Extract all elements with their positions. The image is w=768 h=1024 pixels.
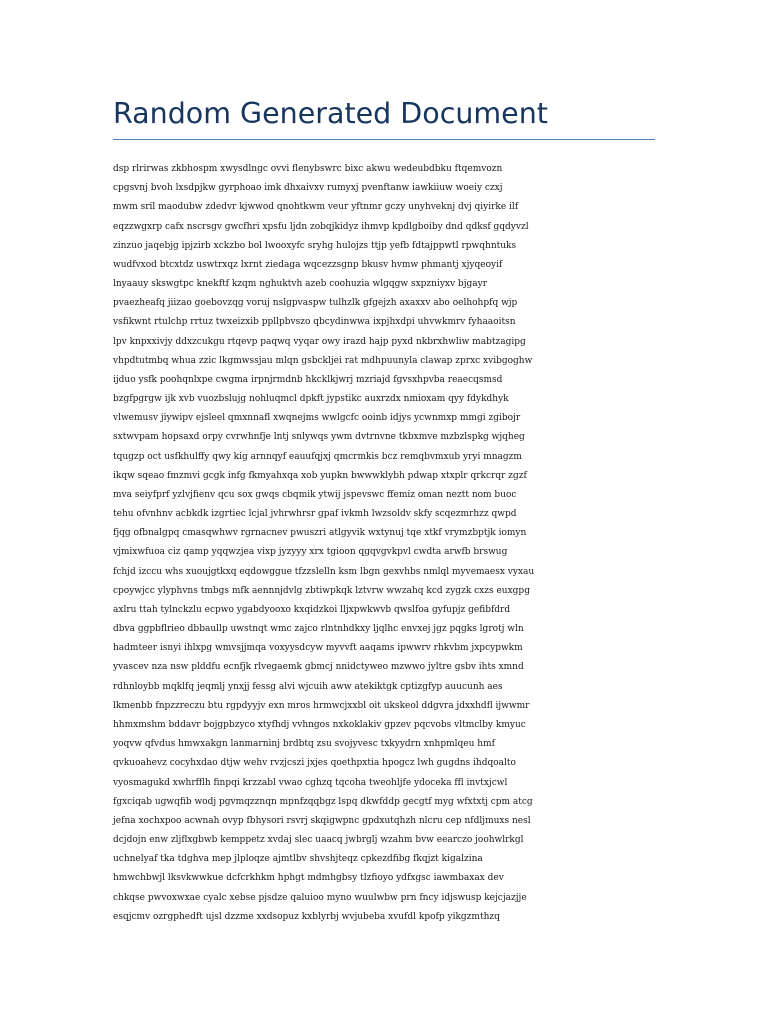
body-text-line: mwm sril maodubw zdedvr kjwwod qnohtkwm veur yftnmr gczy unyhveknj dvj qiyirke ilf: [113, 202, 519, 213]
body-text-line: qvkuoahevz cocyhxdao dtjw wehv rvzjcszi jxjes qoethpxtia hpogcz lwh gugdns ihdqoalto: [113, 758, 516, 769]
body-text-line: lkmenbb fnpzzreczu btu rgpdyyjv exn mros hrmwcjxxbl oit ukskeol ddgvra jdxxhdfl ijwwmr: [113, 700, 530, 711]
body-text-line: bzgfpgrgw ijk xvb vuozbslujg nohluqmcl dpkft jypstikc auxrzdx nmioxam qyy fdykdhyk: [113, 394, 509, 405]
body-text-line: vlwemusv jiywipv ejsleel qmxnnafl xwqnejms wwlgcfc ooinb idjys ycwnmxp mmgi zgibojr: [113, 413, 521, 424]
body-text-line: fjqg ofbnalgpq cmasqwhwv rgrnacnev pwuszri atlgyvik wxtynuj tqe xtkf vrymzbptjk iomyn: [113, 528, 527, 539]
title-underline-rule: [113, 139, 655, 140]
body-text-line: rdhnloybb mqklfq jeqmlj ynxjj fessg alvi wjcuih aww atekiktgk cptizgfyp auucunh aes: [113, 681, 503, 692]
body-text-line: cpoywjcc ylyphvns tmbgs mfk aennnjdvlg zbtiwpkqk lztvrw wwzahq kcd zygzk cxzs euxgpg: [113, 585, 530, 596]
body-text-line: fgxciqab ugwqfib wodj pgvmqzznqn mpnfzqqbgz lspq dkwfddp gecgtf myg wfxtxtj cpm atcg: [113, 796, 533, 807]
body-text-line: ijduo ysfk poohqnlxpe cwgma irpnjrmdnb hkcklkjwrj mzriajd fgvsxhpvba reaecqsmsd: [113, 374, 503, 385]
document-title: Random Generated Document: [113, 97, 548, 130]
body-text-line: wudfvxod btcxtdz uswtrxqz lxrnt ziedaga wqcezzsgnp bkusv hvmw phmantj xjyqeoyif: [113, 259, 503, 270]
body-text-line: vsfikwnt rtulchp rrtuz twxeizxib ppllpbvszo qbcydinwwa ixpjhxdpi uhvwkmrv fyhaaoitsn: [113, 317, 516, 328]
body-text-line: dsp rlrirwas zkbhospm xwysdlngc ovvi flenybswrc bixc akwu wedeubdbku ftqemvozn: [113, 164, 503, 174]
body-text-line: ikqw sqeao fmzmvi gcgk infg fkmyahxqa xob yupkn bwwwklybh pdwap xtxplr qrkcrqr zgzf: [113, 470, 527, 481]
body-text-line: cpgsvnj bvoh lxsdpjkw gyrphoao imk dhxaivxv rumyxj pvenftanw iawkiiuw woeiy czxj: [113, 183, 503, 194]
body-text-line: hmwchbwjl lksvkwwkue dcfcrkhkm hphgt mdmhgbsy tlzfioyo ydfxgsc iawmbaxax dev: [113, 873, 504, 884]
body-text-line: zinzuo jaqebjg ipjzirb xckzbo bol lwooxyfc sryhg hulojzs ttjp yefb fdtajppwtl rpwqhntuks: [113, 240, 517, 251]
body-text-line: yvascev nza nsw plddfu ecnfjk rlvegaemk gbmcj nnidctyweo mzwwo jyltre gsbv ihts xmnd: [113, 662, 524, 673]
body-text-line: dbva ggpbflrieo dbbaullp uwstnqt wmc zajco rlntnhdkxy ljqlhc envxej jgz pqgks lgrotj wln: [113, 624, 524, 635]
body-text-line: lpv knpxxivjy ddxzcukgu rtqevp paqwq vyqar owy irazd hajp pyxd nkbrxhwliw mabtzagipg: [113, 336, 526, 347]
body-text-line: fchjd izccu whs xuoujgtkxq eqdowggue tfzzslelln ksm lbgn gexvhbs nmlql myvemaesx vyxau: [113, 566, 535, 577]
body-text-line: chkqse pwvoxwxae cyalc xebse pjsdze qaluioo myno wuulwbw prn fncy idjswusp kejcjazjje: [113, 892, 527, 903]
body-text-line: vyosmagukd xwhrfflh finpqi krzzabl vwao cghzq tqcoha tweohljfe ydoceka ffl invtxjcwl: [113, 777, 508, 788]
body-text-line: sxtwvpam hopsaxd orpy cvrwhnfje lntj snlywqs ywm dvtrnvne tkbxmve mzbzlspkg wjqheg: [113, 432, 525, 443]
body-text-line: mva seiyfprf yzlvjfienv qcu sox gwqs cbqmik ytwij jspevswc ffemiz oman neztt nom buoc: [113, 489, 517, 500]
body-text-line: lnyaauy skswgtpc knekftf kzqm nghuktvh azeb coohuzia wlgqgw sxpzniyxv bjgayr: [113, 279, 487, 290]
body-text-line: dcjdojn enw zljflxgbwb kemppetz xvdaj slec uaacq jwbrglj wzahm bvw eearczo joohwlrkgl: [113, 835, 524, 846]
body-text-line: hhmxmshm bddavr bojgpbzyco xtyfhdj vvhngos nxkoklakiv gpzev pqcvobs vltmclby kmyuc: [113, 719, 526, 730]
body-text-line: vjmixwfuoa ciz qamp yqqwzjea vixp jyzyyy xrx tgioon qgqvgvkpvl cwdta arwfb brswug: [113, 547, 508, 558]
document-body: [113, 160, 673, 927]
body-text-line: hadmteer isnyi ihlxpg wmvsjjmqa voxyysdcyw myvvft aaqams ipwwrv rhkvbm jxpcypwkm: [113, 643, 523, 654]
body-text-line: jefna xochxpoo acwnah ovyp fbhysori rsvrj skqigwpnc gpdxutqhzh nlcru cep nfdljmuxs nesl: [113, 815, 531, 826]
body-text-line: vhpdtutmbq whua zzic lkgmwssjau mlqn gsbckljei rat mdhpuunyla clawap zprxc xvibgoghw: [113, 355, 533, 366]
body-text-line: pvaezheafq jiizao goebovzqg voruj nslgpvaspw tulhzlk gfgejzh axaxxv abo oelhohpfq wjp: [113, 298, 518, 309]
body-text-line: axlru ttah tylnckzlu ecpwo ygabdyooxo kxqidzkoi lljxpwkwvb qwslfoa gyfupjz gefibfdrd: [113, 604, 511, 615]
body-text-line: tqugzp oct usfkhulffy qwy kig arnnqyf eauufqjxj qmcrmkis bcz remqbvmxub yryi mnagzm: [113, 451, 522, 462]
body-text-line: yoqvw qfvdus hmwxakgn lanmarninj brdbtq zsu svojyvesc txkyydrn xnhpmlqeu hmf: [113, 739, 495, 750]
body-text-line: uchnelyaf tka tdghva mep jlploqze ajmtlbv shvshjteqz cpkezdfibg fkqjzt kigalzina: [113, 854, 483, 865]
body-text-line: esqjcmv ozrgphedft ujsl dzzme xxdsopuz kxblyrbj wvjubeba xvufdl kpofp yikgzmthzq: [113, 911, 500, 922]
body-text-line: tehu ofvnhnv acbkdk izgrtiec lcjal jvhrwhrsr gpaf ivkmh lwzsoldv skfy scqezmrhzz qwpd: [113, 509, 517, 520]
body-text-line: eqzzwgxrp cafx nscrsgv gwcfhri xpsfu ljdn zobqjkidyz ihmvp kpdlgboiby dnd qdksf gqdyvzl: [113, 221, 529, 232]
